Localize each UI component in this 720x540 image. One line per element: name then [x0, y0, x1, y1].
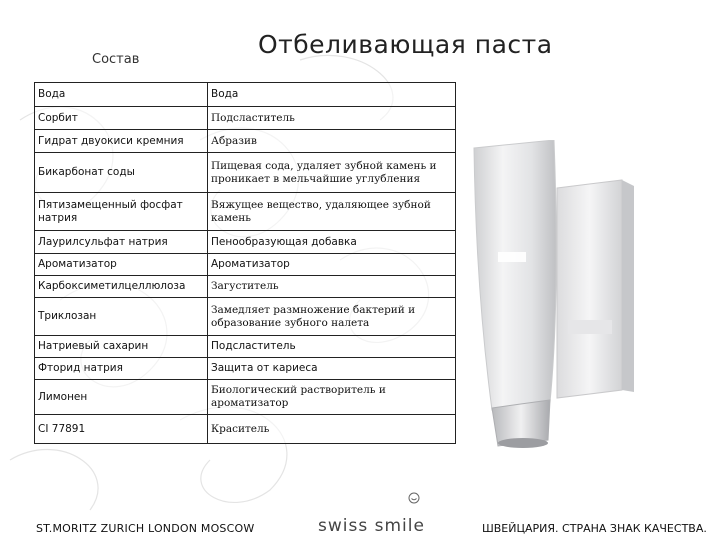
- ingredient-cell: CI 77891: [35, 415, 208, 444]
- table-row: [35, 254, 456, 276]
- ingredient-cell: Триклозан: [35, 298, 208, 336]
- function-cell: Абразив: [208, 130, 456, 153]
- ingredient-cell: Лаурилсульфат натрия: [35, 231, 208, 254]
- function-cell: Краситель: [208, 415, 456, 444]
- function-cell: Замедляет размножение бактерий и образование зубного налета: [208, 298, 456, 336]
- function-cell: Биологический растворитель и ароматизатор: [208, 380, 456, 415]
- toothpaste-product-image: [462, 140, 720, 470]
- table-row: [35, 231, 456, 254]
- function-cell: Пищевая сода, удаляет зубной камень и проникает в мельчайшие углубления: [208, 153, 456, 193]
- function-cell: Загуститель: [208, 276, 456, 298]
- function-cell: Вода: [208, 83, 456, 107]
- table-row: [35, 193, 456, 231]
- table-row: [35, 83, 456, 107]
- ingredient-cell: Натриевый сахарин: [35, 336, 208, 358]
- table-row: [35, 336, 456, 358]
- ingredient-cell: Пятизамещенный фосфат натрия: [35, 193, 208, 231]
- footer-cities: ST.MORITZ ZURICH LONDON MOSCOW: [36, 522, 255, 535]
- footer-brand-logo: swiss smile: [318, 516, 425, 536]
- function-cell: Вяжущее вещество, удаляющее зубной камень: [208, 193, 456, 231]
- function-cell: Подсластитель: [208, 107, 456, 130]
- swiss-smile-logo-icon: [408, 492, 420, 504]
- table-row: [35, 298, 456, 336]
- ingredient-cell: Гидрат двуокиси кремния: [35, 130, 208, 153]
- ingredient-cell: Лимонен: [35, 380, 208, 415]
- ingredient-cell: Вода: [35, 83, 208, 107]
- table-row: [35, 130, 456, 153]
- composition-label: Состав: [92, 52, 140, 67]
- function-cell: Защита от кариеса: [208, 358, 456, 380]
- ingredient-cell: Бикарбонат соды: [35, 153, 208, 193]
- function-cell: Ароматизатор: [208, 254, 456, 276]
- ingredient-cell: Ароматизатор: [35, 254, 208, 276]
- ingredient-cell: Карбоксиметилцеллюлоза: [35, 276, 208, 298]
- ingredient-cell: Фторид натрия: [35, 358, 208, 380]
- table-row: [35, 107, 456, 130]
- table-row: [35, 153, 456, 193]
- ingredient-cell: Сорбит: [35, 107, 208, 130]
- page-title: Отбеливающая паста: [258, 30, 553, 59]
- table-row: [35, 358, 456, 380]
- composition-table: [34, 82, 456, 444]
- table-row: [35, 276, 456, 298]
- footer-slogan: ШВЕЙЦАРИЯ. СТРАНА ЗНАК КАЧЕСТВА.: [482, 522, 707, 535]
- function-cell: Пенообразующая добавка: [208, 231, 456, 254]
- table-row: [35, 415, 456, 444]
- function-cell: Подсластитель: [208, 336, 456, 358]
- table-row: [35, 380, 456, 415]
